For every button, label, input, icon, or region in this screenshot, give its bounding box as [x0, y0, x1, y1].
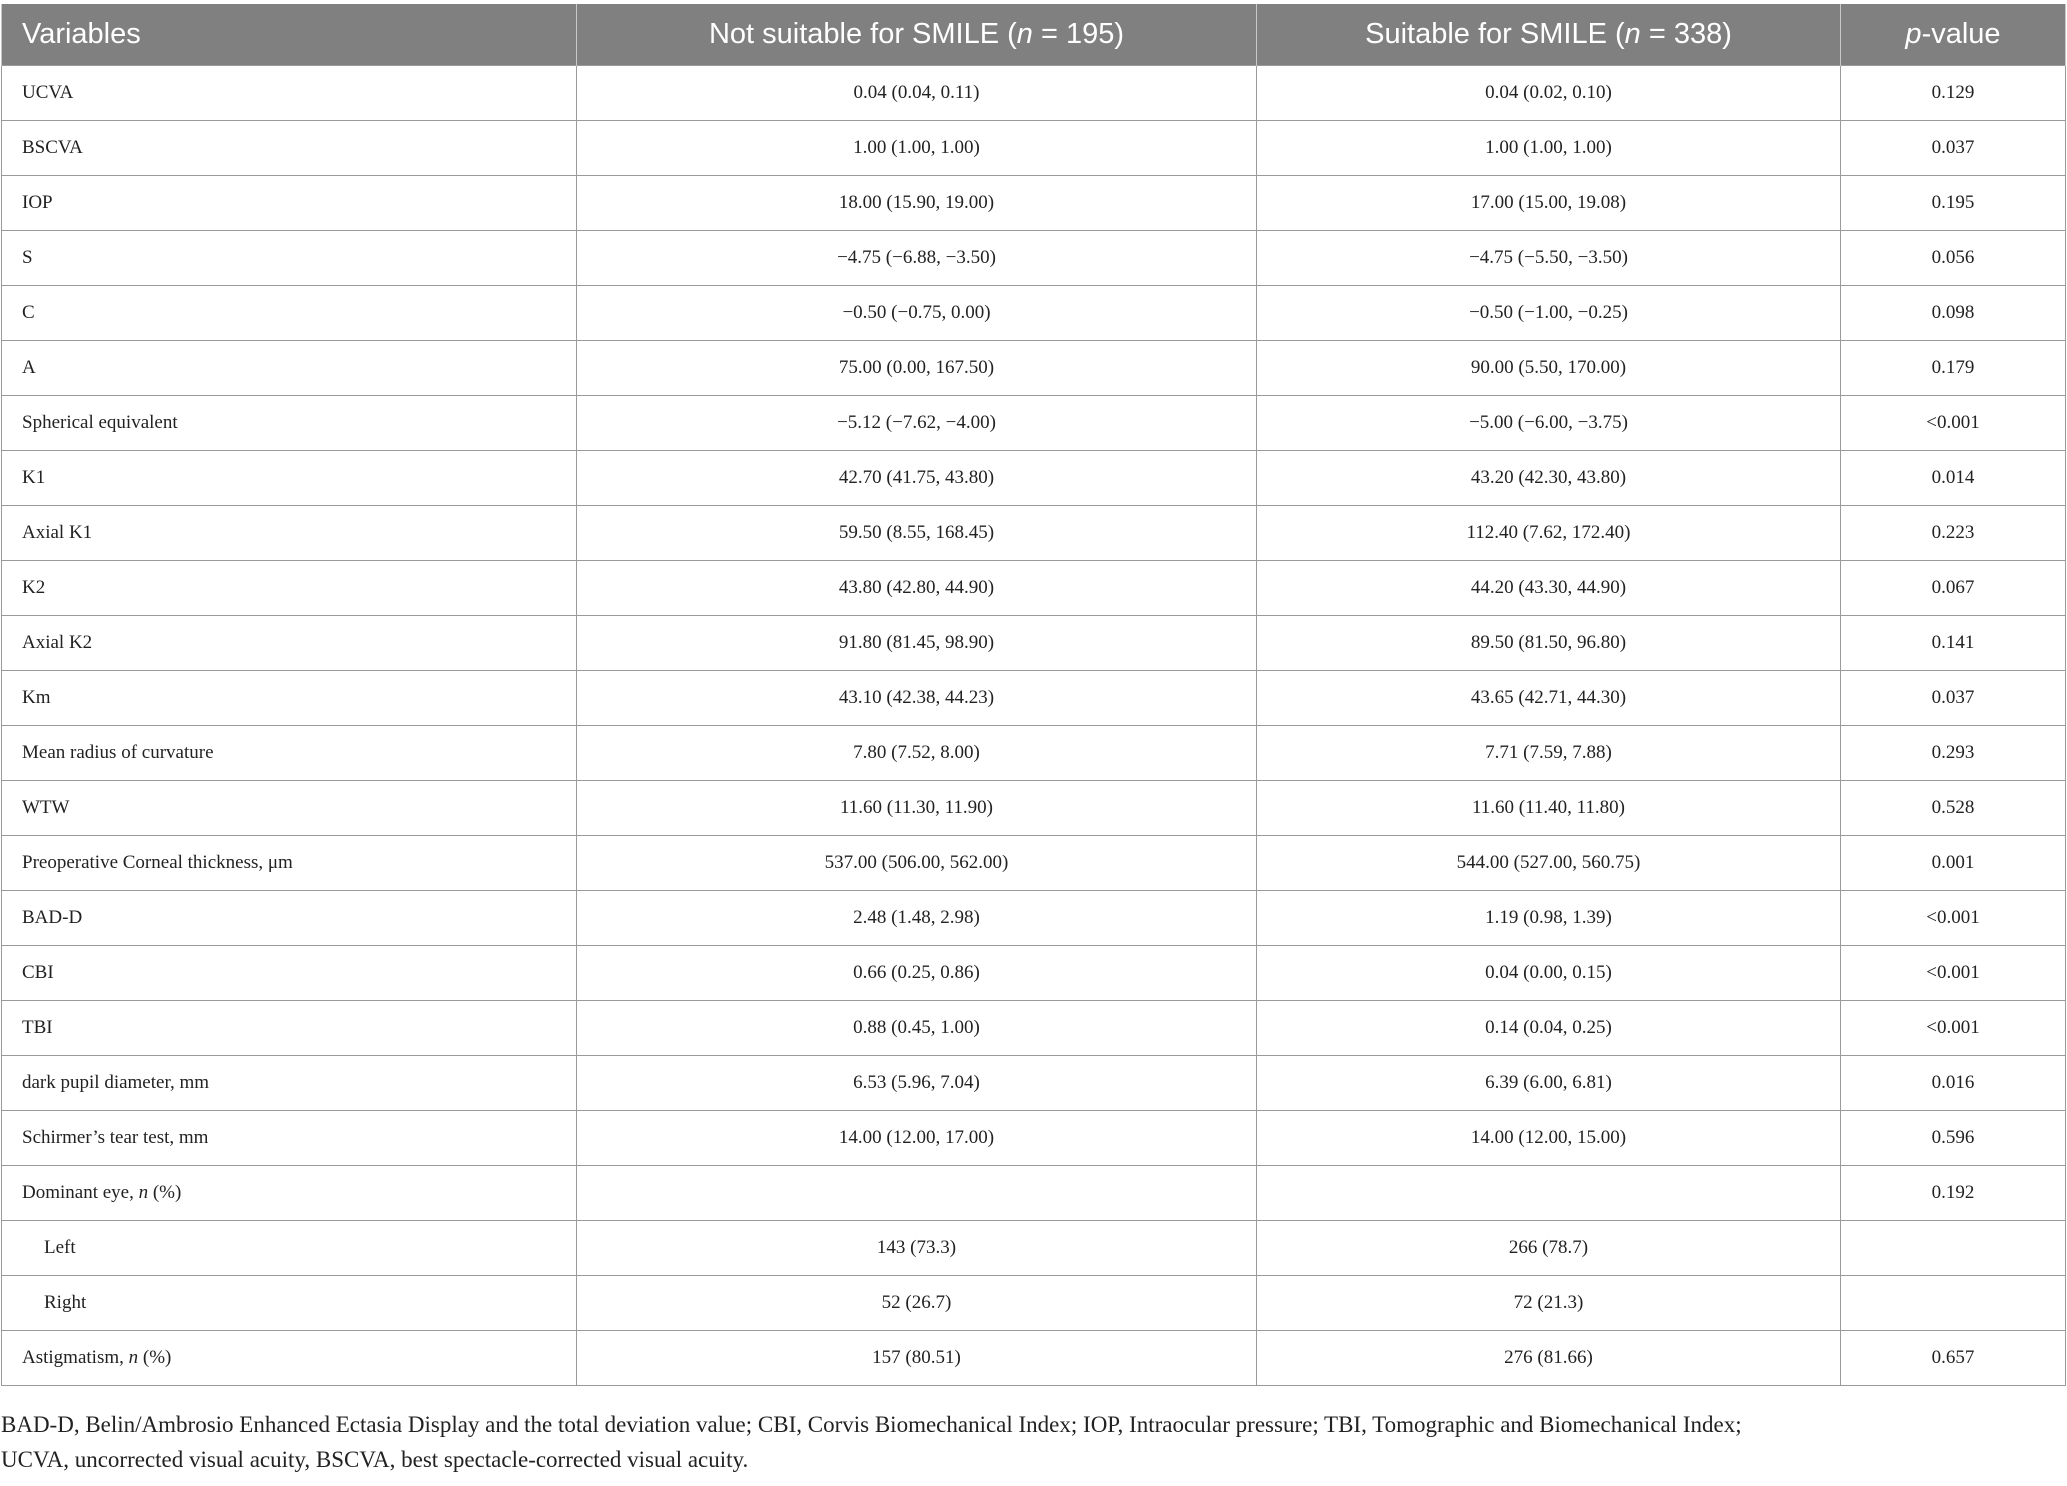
- cell-suitable: 11.60 (11.40, 11.80): [1257, 781, 1841, 836]
- footnote-line-1: BAD-D, Belin/Ambrosio Enhanced Ectasia Display and the total deviation value; CBI, Corvis Biomechanical Index; IOP, Intraocular pressure; TBI, Tomographic and Biomechanical Index;: [1, 1412, 1742, 1437]
- row-label: BAD-D: [2, 891, 577, 946]
- cell-suitable: 7.71 (7.59, 7.88): [1257, 726, 1841, 781]
- row-label: Axial K2: [2, 616, 577, 671]
- row-label: K1: [2, 451, 577, 506]
- row-label: Spherical equivalent: [2, 396, 577, 451]
- cell-p-value: 0.192: [1841, 1166, 2066, 1221]
- cell-not-suitable: 43.80 (42.80, 44.90): [577, 561, 1257, 616]
- dominant-eye-label-n: n: [138, 1182, 149, 1203]
- table-row: [2, 946, 2066, 1001]
- header-p-italic: p: [1905, 18, 1922, 50]
- header-row: [2, 4, 2066, 66]
- cell-p-value: 0.141: [1841, 616, 2066, 671]
- cell-suitable: −4.75 (−5.50, −3.50): [1257, 231, 1841, 286]
- cell-p-value: <0.001: [1841, 396, 2066, 451]
- cell-p-value: 0.596: [1841, 1111, 2066, 1166]
- cell-p-value: <0.001: [1841, 1001, 2066, 1056]
- row-label: Axial K1: [2, 506, 577, 561]
- cell-suitable: 1.00 (1.00, 1.00): [1257, 121, 1841, 176]
- header-p-rest: -value: [1921, 18, 2001, 50]
- cell-p-value: 0.056: [1841, 231, 2066, 286]
- cell-p-value: 0.037: [1841, 121, 2066, 176]
- row-label: TBI: [2, 1001, 577, 1056]
- table-row: [2, 451, 2066, 506]
- row-label: Left: [2, 1221, 577, 1276]
- cell-not-suitable: −4.75 (−6.88, −3.50): [577, 231, 1257, 286]
- table-row: [2, 836, 2066, 891]
- header-not-suitable-post: = 195): [1032, 18, 1125, 50]
- row-label: Mean radius of curvature: [2, 726, 577, 781]
- header-not-suitable-n: n: [1016, 18, 1033, 50]
- header-variables: Variables: [2, 4, 577, 66]
- row-label: UCVA: [2, 66, 577, 121]
- table-footnote: [1, 1407, 2061, 1477]
- cell-p-value: [1841, 1276, 2066, 1331]
- table-row: [2, 1001, 2066, 1056]
- cell-p-value: [1841, 1221, 2066, 1276]
- cell-p-value: 0.016: [1841, 1056, 2066, 1111]
- cell-suitable: 44.20 (43.30, 44.90): [1257, 561, 1841, 616]
- cell-not-suitable: 6.53 (5.96, 7.04): [577, 1056, 1257, 1111]
- header-suitable-post: = 338): [1640, 18, 1732, 50]
- cell-p-value: 0.098: [1841, 286, 2066, 341]
- table-body: [2, 66, 2066, 1386]
- cell-suitable: 6.39 (6.00, 6.81): [1257, 1056, 1841, 1111]
- cell-not-suitable: 52 (26.7): [577, 1276, 1257, 1331]
- cell-suitable: 112.40 (7.62, 172.40): [1257, 506, 1841, 561]
- astigmatism-label-n: n: [128, 1347, 139, 1368]
- dominant-eye-label-post: (%): [148, 1182, 182, 1203]
- row-label: Right: [2, 1276, 577, 1331]
- table-header: [2, 4, 2066, 66]
- cell-suitable: 266 (78.7): [1257, 1221, 1841, 1276]
- astigmatism-label-post: (%): [138, 1347, 172, 1368]
- table-row: [2, 286, 2066, 341]
- cell-suitable: 43.65 (42.71, 44.30): [1257, 671, 1841, 726]
- cell-not-suitable: [577, 1166, 1257, 1221]
- cell-not-suitable: 0.88 (0.45, 1.00): [577, 1001, 1257, 1056]
- cell-p-value: 0.657: [1841, 1331, 2066, 1386]
- cell-p-value: 0.037: [1841, 671, 2066, 726]
- cell-not-suitable: 14.00 (12.00, 17.00): [577, 1111, 1257, 1166]
- header-suitable: [1257, 4, 1841, 66]
- dominant-eye-row: [2, 1166, 2066, 1221]
- cell-p-value: 0.067: [1841, 561, 2066, 616]
- astigmatism-row: [2, 1331, 2066, 1386]
- row-label: A: [2, 341, 577, 396]
- table-row: [2, 1056, 2066, 1111]
- header-not-suitable-pre: Not suitable for SMILE (: [708, 18, 1017, 50]
- cell-p-value: 0.014: [1841, 451, 2066, 506]
- cell-suitable: 0.14 (0.04, 0.25): [1257, 1001, 1841, 1056]
- cell-not-suitable: 75.00 (0.00, 167.50): [577, 341, 1257, 396]
- row-label: C: [2, 286, 577, 341]
- cell-p-value: 0.001: [1841, 836, 2066, 891]
- cell-p-value: 0.223: [1841, 506, 2066, 561]
- row-label: BSCVA: [2, 121, 577, 176]
- cell-not-suitable: 0.04 (0.04, 0.11): [577, 66, 1257, 121]
- astigmatism-label-pre: Astigmatism,: [22, 1347, 129, 1368]
- cell-suitable: 17.00 (15.00, 19.08): [1257, 176, 1841, 231]
- cell-suitable: −0.50 (−1.00, −0.25): [1257, 286, 1841, 341]
- cell-suitable: −5.00 (−6.00, −3.75): [1257, 396, 1841, 451]
- table-row: [2, 341, 2066, 396]
- cell-not-suitable: 2.48 (1.48, 2.98): [577, 891, 1257, 946]
- table-row: [2, 231, 2066, 286]
- cell-p-value: <0.001: [1841, 891, 2066, 946]
- header-not-suitable: [577, 4, 1257, 66]
- dominant-eye-left-row: [2, 1221, 2066, 1276]
- table-row: [2, 671, 2066, 726]
- row-label: Km: [2, 671, 577, 726]
- table-row: [2, 561, 2066, 616]
- cell-suitable: 90.00 (5.50, 170.00): [1257, 341, 1841, 396]
- table-row: [2, 726, 2066, 781]
- cell-suitable: 544.00 (527.00, 560.75): [1257, 836, 1841, 891]
- dominant-eye-right-row: [2, 1276, 2066, 1331]
- cell-p-value: 0.195: [1841, 176, 2066, 231]
- table-row: [2, 1111, 2066, 1166]
- table-row: [2, 176, 2066, 231]
- table-row: [2, 616, 2066, 671]
- cell-not-suitable: 59.50 (8.55, 168.45): [577, 506, 1257, 561]
- cell-not-suitable: 1.00 (1.00, 1.00): [577, 121, 1257, 176]
- comparison-table: [1, 4, 2066, 1386]
- row-label: IOP: [2, 176, 577, 231]
- cell-not-suitable: 143 (73.3): [577, 1221, 1257, 1276]
- astigmatism-label: [2, 1331, 577, 1386]
- table-row: [2, 891, 2066, 946]
- row-label: dark pupil diameter, mm: [2, 1056, 577, 1111]
- row-label: S: [2, 231, 577, 286]
- cell-not-suitable: 43.10 (42.38, 44.23): [577, 671, 1257, 726]
- row-label: CBI: [2, 946, 577, 1001]
- cell-not-suitable: −5.12 (−7.62, −4.00): [577, 396, 1257, 451]
- table-row: [2, 66, 2066, 121]
- cell-not-suitable: 7.80 (7.52, 8.00): [577, 726, 1257, 781]
- cell-suitable: 0.04 (0.02, 0.10): [1257, 66, 1841, 121]
- header-suitable-pre: Suitable for SMILE (: [1365, 18, 1625, 50]
- cell-not-suitable: 18.00 (15.90, 19.00): [577, 176, 1257, 231]
- cell-p-value: 0.179: [1841, 341, 2066, 396]
- table-row: [2, 121, 2066, 176]
- cell-suitable: 0.04 (0.00, 0.15): [1257, 946, 1841, 1001]
- cell-not-suitable: 11.60 (11.30, 11.90): [577, 781, 1257, 836]
- cell-not-suitable: 537.00 (506.00, 562.00): [577, 836, 1257, 891]
- header-suitable-n: n: [1624, 18, 1641, 50]
- cell-not-suitable: 157 (80.51): [577, 1331, 1257, 1386]
- cell-suitable: 89.50 (81.50, 96.80): [1257, 616, 1841, 671]
- cell-suitable: 276 (81.66): [1257, 1331, 1841, 1386]
- row-label: Preoperative Corneal thickness, μm: [2, 836, 577, 891]
- cell-not-suitable: −0.50 (−0.75, 0.00): [577, 286, 1257, 341]
- cell-not-suitable: 0.66 (0.25, 0.86): [577, 946, 1257, 1001]
- header-p-value: [1841, 4, 2066, 66]
- row-label: WTW: [2, 781, 577, 836]
- dominant-eye-label-pre: Dominant eye,: [22, 1182, 139, 1203]
- table-row: [2, 396, 2066, 451]
- cell-suitable: 1.19 (0.98, 1.39): [1257, 891, 1841, 946]
- row-label: K2: [2, 561, 577, 616]
- row-label: Schirmer’s tear test, mm: [2, 1111, 577, 1166]
- cell-p-value: 0.129: [1841, 66, 2066, 121]
- dominant-eye-label: [2, 1166, 577, 1221]
- table-row: [2, 506, 2066, 561]
- cell-suitable: 72 (21.3): [1257, 1276, 1841, 1331]
- cell-p-value: 0.528: [1841, 781, 2066, 836]
- cell-p-value: <0.001: [1841, 946, 2066, 1001]
- cell-suitable: [1257, 1166, 1841, 1221]
- table-row: [2, 781, 2066, 836]
- cell-not-suitable: 42.70 (41.75, 43.80): [577, 451, 1257, 506]
- cell-not-suitable: 91.80 (81.45, 98.90): [577, 616, 1257, 671]
- cell-suitable: 14.00 (12.00, 15.00): [1257, 1111, 1841, 1166]
- cell-p-value: 0.293: [1841, 726, 2066, 781]
- cell-suitable: 43.20 (42.30, 43.80): [1257, 451, 1841, 506]
- footnote-line-2: UCVA, uncorrected visual acuity, BSCVA, best spectacle-corrected visual acuity.: [1, 1447, 749, 1472]
